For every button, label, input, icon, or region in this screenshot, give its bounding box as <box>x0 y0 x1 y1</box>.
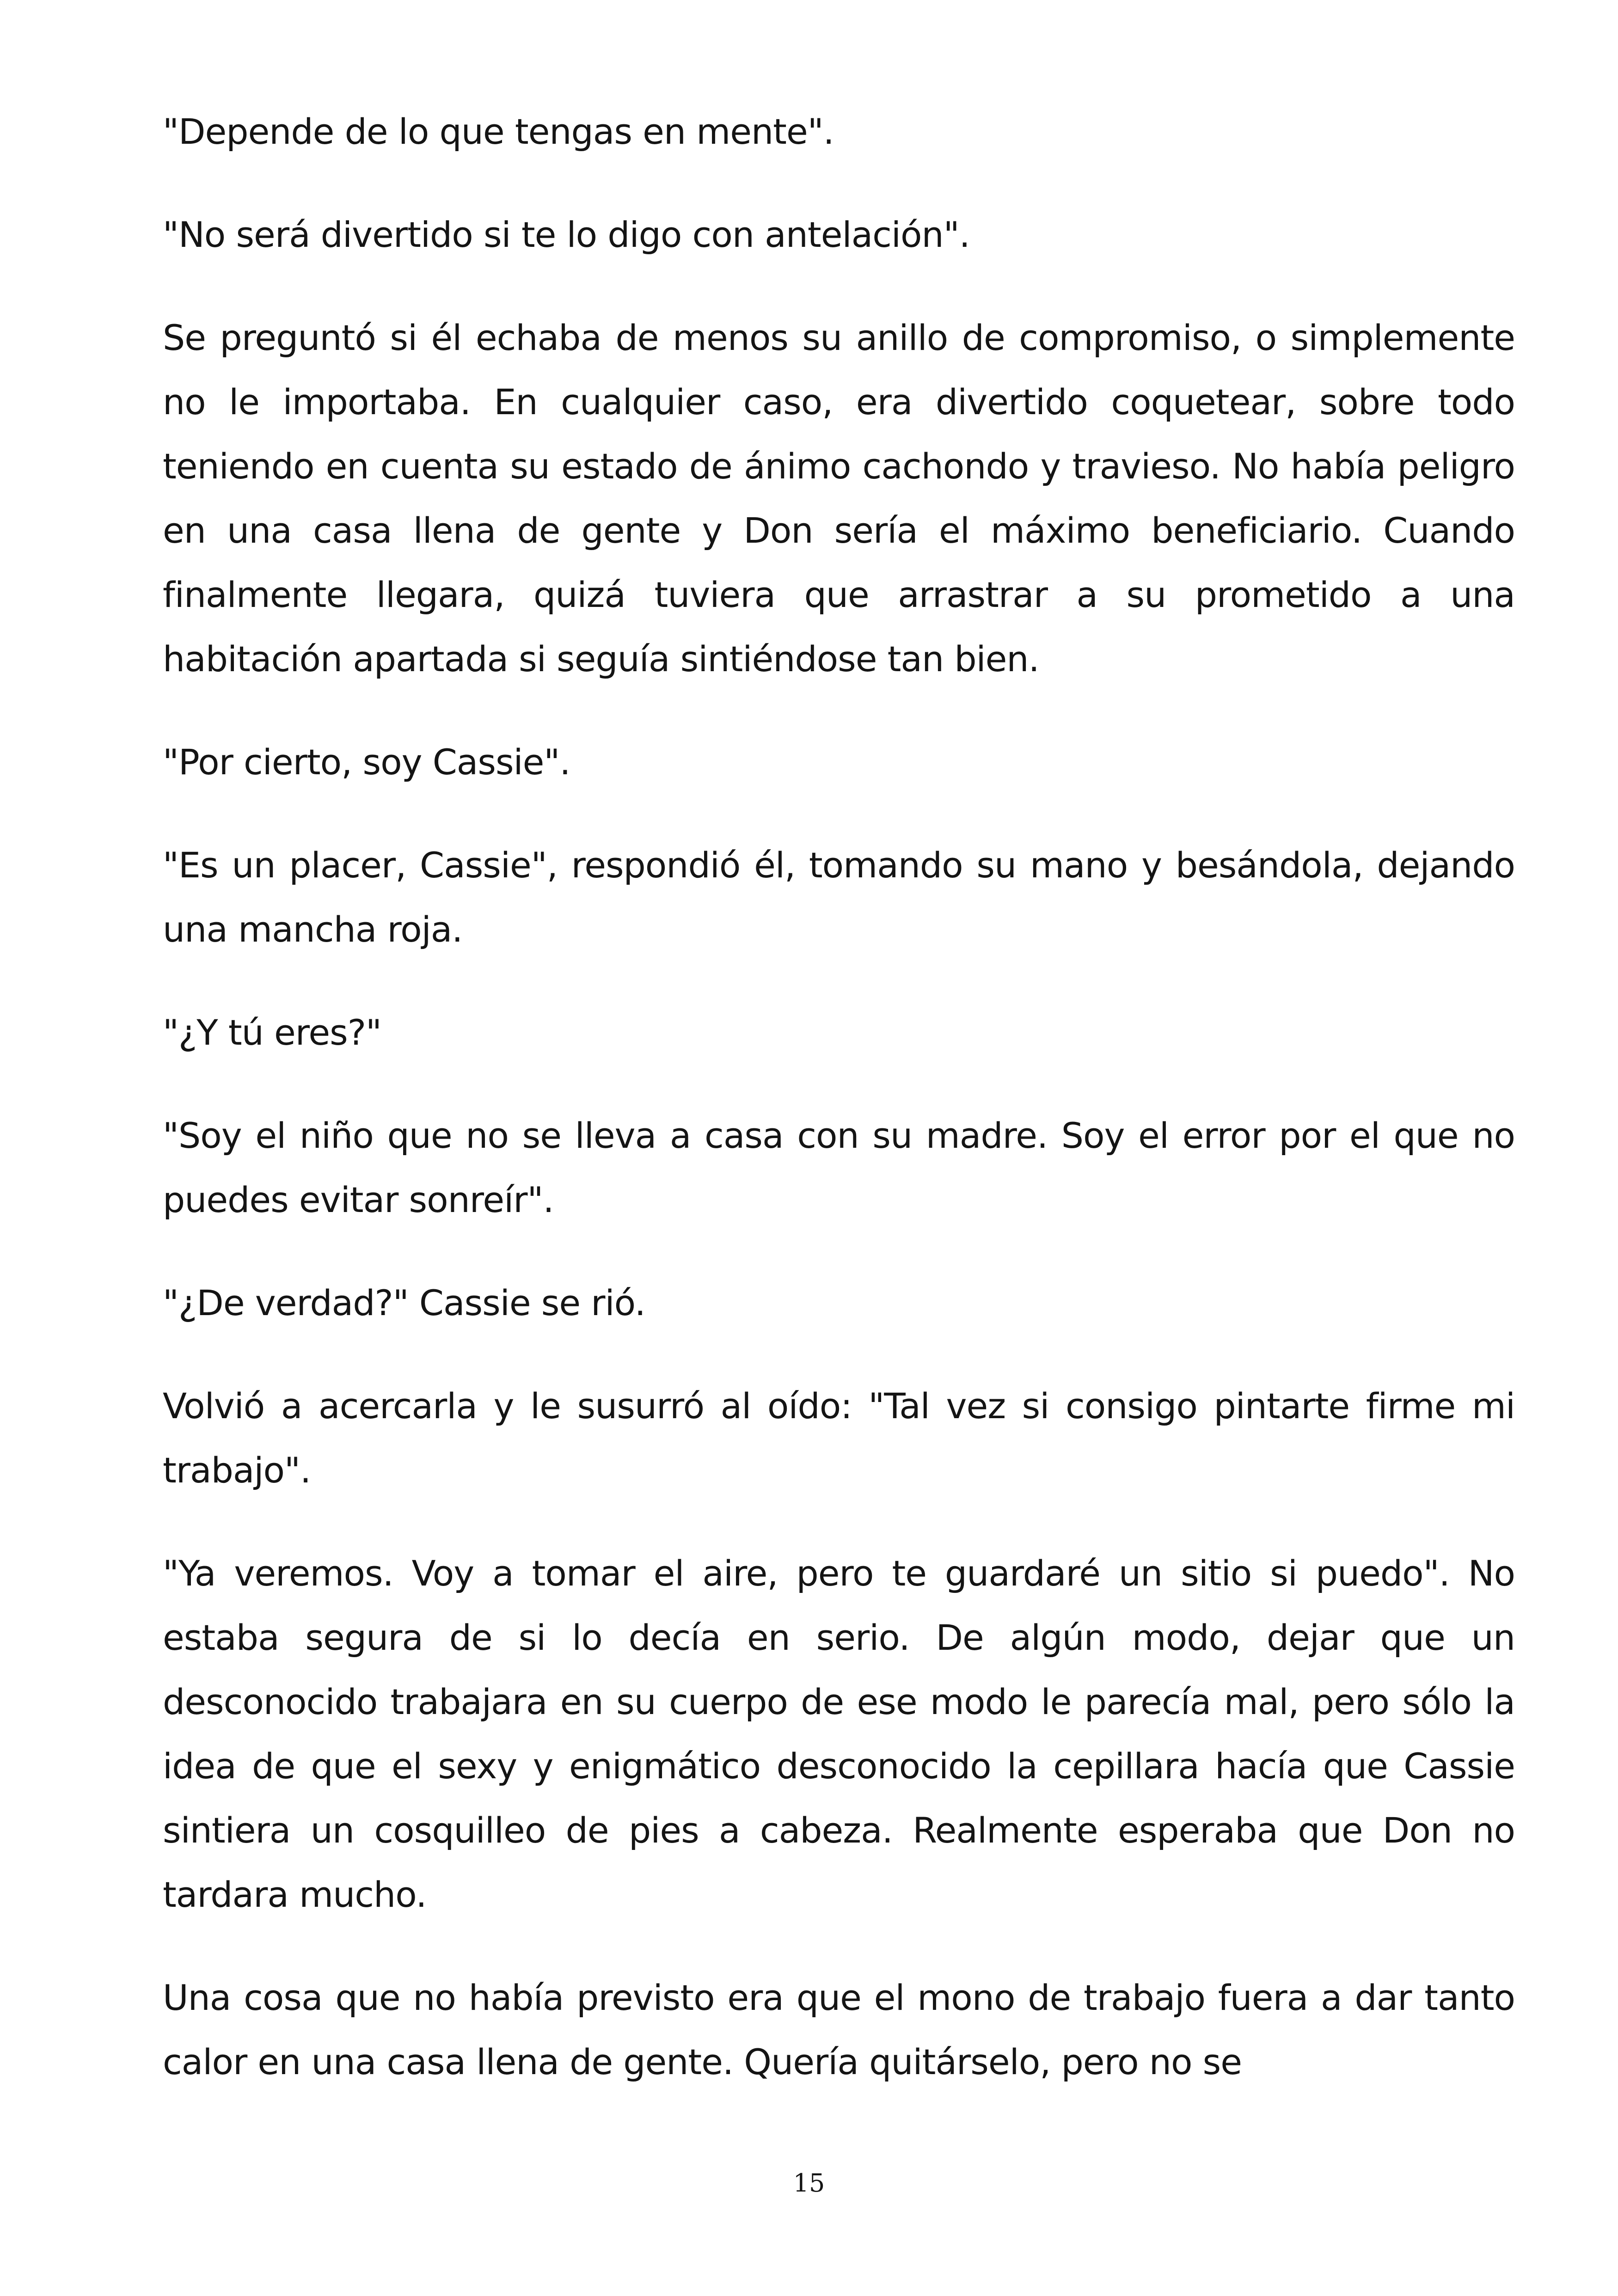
body-text <box>163 99 1515 2094</box>
paragraph-8: "¿De verdad?" Cassie se rió. <box>163 1282 645 1323</box>
paragraph-11: Una cosa que no había previsto era que el mono de trabajo fuera a dar tanto calor en una casa llena de gente. Quería quitárselo, pero no se <box>163 1977 1515 2082</box>
paragraph-7: "Soy el niño que no se lleva a casa con su madre. Soy el error por el que no puedes evitar sonreír". <box>163 1115 1515 1220</box>
page-number: 15 <box>793 2168 825 2198</box>
paragraph-10: "Ya veremos. Voy a tomar el aire, pero te guardaré un sitio si puedo". No estaba segura de si lo decía en serio. De algún modo, dejar que un desconocido trabajara en su cuerpo de ese modo le parecía mal, pero sólo la idea de que el sexy y enigmático desconocido la cepillara hacía que Cassie sintiera un cosquilleo de pies a cabeza. Realmente esperaba que Don no tardara mucho. <box>163 1553 1515 1915</box>
paragraph-3: Se preguntó si él echaba de menos su anillo de compromiso, o simplemente no le importaba. En cualquier caso, era divertido coquetear, sobre todo teniendo en cuenta su estado de ánimo cachondo y travieso. No había peligro en una casa llena de gente y Don sería el máximo beneficiario. Cuando finalmente llegara, quizá tuviera que arrastrar a su prometido a una habitación apartada si seguía sintiéndose tan bien. <box>163 317 1515 680</box>
paragraph-1: "Depende de lo que tengas en mente". <box>163 111 834 152</box>
paragraph-9: Volvió a acercarla y le susurró al oído: "Tal vez si consigo pintarte firme mi trabajo". <box>163 1385 1515 1491</box>
paragraph-4: "Por cierto, soy Cassie". <box>163 741 570 783</box>
paragraph-5: "Es un placer, Cassie", respondió él, tomando su mano y besándola, dejando una mancha roja. <box>163 845 1515 950</box>
paragraph-6: "¿Y tú eres?" <box>163 1012 381 1053</box>
paragraph-2: "No será divertido si te lo digo con antelación". <box>163 214 970 255</box>
